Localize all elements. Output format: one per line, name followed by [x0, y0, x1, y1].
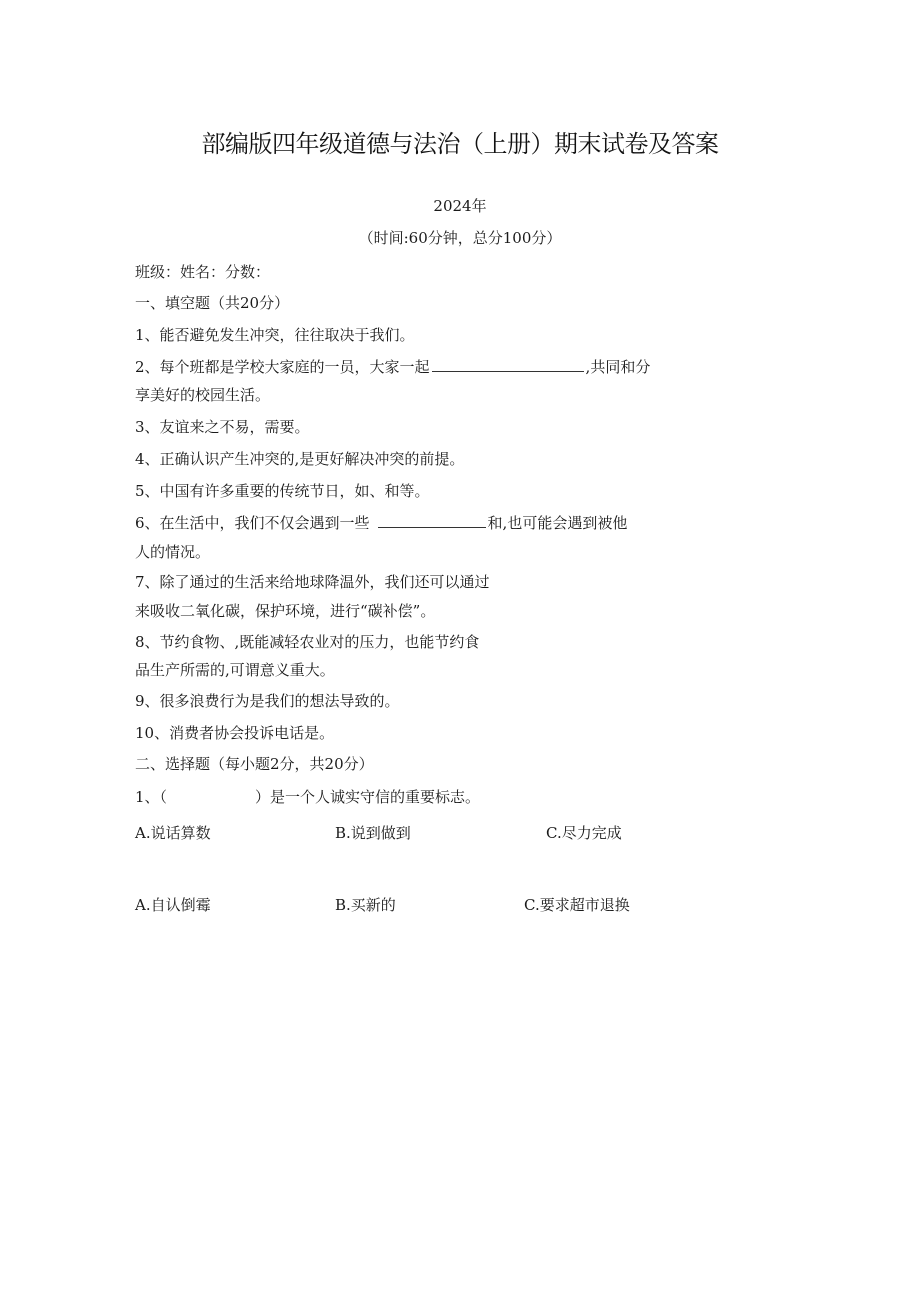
- fill-question-8-continued: 品生产所需的,可谓意义重大。: [135, 661, 335, 679]
- choice-option-b: B.说到做到: [335, 824, 411, 842]
- student-info-line: 班级：姓名：分数：: [135, 263, 271, 281]
- fill-question-5: 5、中国有许多重要的传统节日，如、和等。: [135, 482, 430, 500]
- exam-year: 2024年: [433, 197, 487, 215]
- page-title: 部编版四年级道德与法治（上册）期末试卷及答案: [201, 130, 719, 158]
- time-note: （时间:60分钟，总分100分）: [358, 229, 562, 247]
- fill-question-2-text-b: ,共同和分: [585, 358, 651, 376]
- choice-option-a: A.说话算数: [135, 824, 211, 842]
- fill-question-6-continued: 人的情况。: [135, 543, 211, 561]
- fill-question-2: [135, 356, 650, 377]
- fill-question-1: 1、能否避免发生冲突，往往取决于我们。: [135, 326, 415, 344]
- choice-option-b: B.买新的: [335, 896, 396, 914]
- answer-blank: [378, 513, 486, 528]
- answer-blank: [432, 357, 584, 372]
- fill-question-2-continued: 享美好的校园生活。: [135, 386, 271, 404]
- fill-question-7: 7、除了通过的生活来给地球降温外，我们还可以通过: [135, 573, 490, 591]
- choice-question-1-text: ）是一个人诚实守信的重要标志。: [255, 788, 481, 806]
- fill-question-4: 4、正确认识产生冲突的,是更好解决冲突的前提。: [135, 450, 465, 468]
- fill-question-6-text-a: 6、在生活中，我们不仅会遇到一些: [135, 514, 370, 532]
- choice-option-a: A.自认倒霉: [135, 896, 211, 914]
- fill-question-9: 9、很多浪费行为是我们的想法导致的。: [135, 692, 400, 710]
- fill-question-7-continued: 来吸收二氧化碳，保护环境，进行“碳补偿”。: [135, 602, 436, 620]
- fill-question-3: 3、友谊来之不易，需要。: [135, 418, 310, 436]
- choice-option-c: C.要求超市退换: [524, 896, 630, 914]
- fill-question-8: 8、节约食物、,既能减轻农业对的压力，也能节约食: [135, 633, 480, 651]
- fill-question-10: 10、消费者协会投诉电话是。: [135, 724, 335, 742]
- choice-question-1: [135, 786, 480, 807]
- choice-question-1-prefix: 1、（: [135, 788, 168, 806]
- section1-heading: 一、填空题（共20分）: [135, 294, 290, 312]
- fill-question-2-text-a: 2、每个班都是学校大家庭的一员，大家一起: [135, 358, 430, 376]
- choice-option-c: C.尽力完成: [546, 824, 622, 842]
- section2-heading: 二、选择题（每小题2分，共20分）: [135, 755, 374, 773]
- fill-question-6-text-b: 和,也可能会遇到被他: [487, 514, 628, 532]
- fill-question-6: [135, 512, 627, 533]
